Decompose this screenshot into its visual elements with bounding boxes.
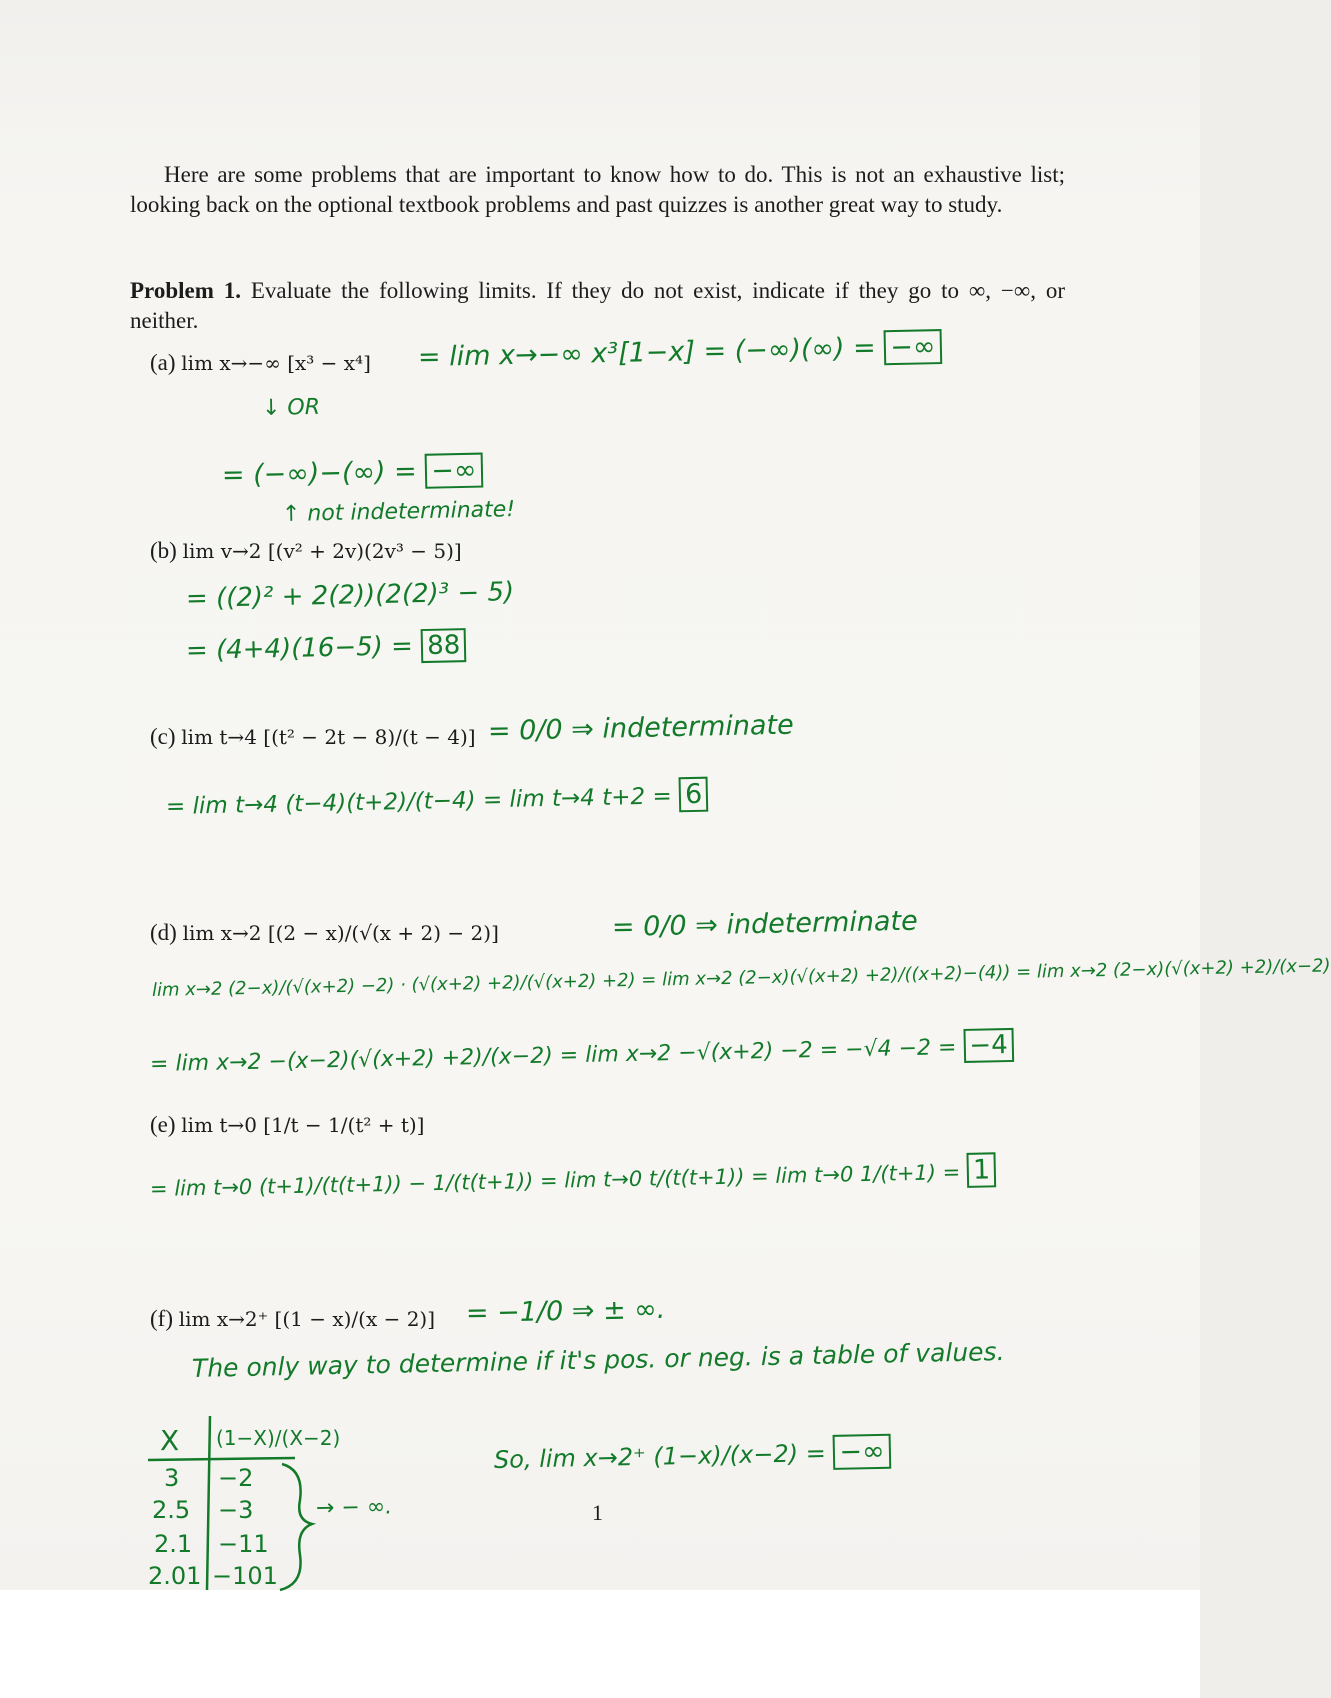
- part-e-answer: 1: [967, 1152, 997, 1188]
- part-c-work-line1: = 0/0 ⇒ indeterminate: [487, 709, 795, 747]
- table-row-3-x: 2.1: [154, 1530, 193, 1558]
- part-b-expression: lim v→2 [(v² + 2v)(2v³ − 5)]: [182, 539, 462, 563]
- table-header-rule: [148, 1458, 295, 1460]
- part-c-label: (c): [150, 724, 176, 749]
- part-a-answer1: −∞: [884, 329, 942, 365]
- part-c-expression: lim t→4 [(t² − 2t − 8)/(t − 4)]: [181, 725, 476, 749]
- table-column-rule: [207, 1416, 210, 1590]
- part-f-work-line2: The only way to determine if it's pos. or neg. is a table of values.: [191, 1336, 1005, 1383]
- table-brace: [280, 1464, 312, 1590]
- part-a-expression: lim x→−∞ [x³ − x⁴]: [181, 351, 371, 375]
- part-b-step: = (4+4)(16−5) =: [185, 631, 414, 666]
- part-b-label: (b): [150, 538, 177, 563]
- part-d-work-line1: = 0/0 ⇒ indeterminate: [611, 905, 919, 943]
- part-e-step: = lim t→0 (t+1)/(t(t+1)) − 1/(t(t+1)) = lim t→0 t/(t(t+1)) = lim t→0 1/(t+1) =: [149, 1160, 961, 1201]
- part-f-work-line1: = −1/0 ⇒ ± ∞.: [465, 1293, 666, 1329]
- table-row-4-x: 2.01: [148, 1562, 202, 1590]
- part-a-note: ↑ not indeterminate!: [281, 497, 516, 527]
- part-d-label: (d): [150, 920, 177, 945]
- part-a-label: (a): [150, 350, 176, 375]
- part-a-step2: = (−∞)−(∞) =: [221, 455, 418, 491]
- part-f-label: (f): [150, 1306, 173, 1331]
- part-f-answer: −∞: [833, 1434, 891, 1470]
- part-c-step: = lim t→4 (t−4)(t+2)/(t−4) = lim t→4 t+2 =: [165, 783, 673, 820]
- table-header-expression: (1−X)/(X−2): [216, 1426, 341, 1450]
- table-row-1-value: −2: [218, 1464, 254, 1492]
- table-row-3-value: −11: [218, 1530, 269, 1558]
- part-b-answer: 88: [421, 628, 467, 663]
- part-d-expression: lim x→2 [(2 − x)/(√(x + 2) − 2)]: [182, 921, 499, 945]
- problem-heading: Problem 1.: [130, 278, 241, 303]
- part-d-answer: −4: [963, 1028, 1014, 1063]
- problem-text: Evaluate the following limits. If they do not exist, indicate if they go to ∞, −∞, or neither.: [130, 278, 1065, 333]
- table-header-x: X: [160, 1424, 180, 1457]
- part-f-arrow: → − ∞.: [315, 1494, 393, 1521]
- part-a-step: = lim x→−∞ x³[1−x] = (−∞)(∞) =: [417, 332, 877, 373]
- part-d-work-line2: lim x→2 (2−x)/(√(x+2) −2) · (√(x+2) +2)/(√(x+2) +2) = lim x→2 (2−x)(√(x+2) +2)/((x+2)−(4)) = lim x→2 (2−x)(√(x+2) +2)/(x−2): [151, 955, 1331, 1001]
- part-f-step: So, lim x→2⁺ (1−x)/(x−2) =: [493, 1439, 827, 1474]
- table-row-2-x: 2.5: [152, 1496, 191, 1524]
- intro-paragraph: Here are some problems that are important to know how to do. This is not an exhaustive list; looking back on the optional textbook problems and past quizzes is another great way to study.: [130, 162, 1065, 217]
- part-b-work-line1: = ((2)² + 2(2))(2(2)³ − 5): [185, 577, 515, 614]
- page-number: 1: [592, 1500, 603, 1525]
- part-f-expression: lim x→2⁺ [(1 − x)/(x − 2)]: [178, 1307, 436, 1331]
- part-c-answer: 6: [679, 777, 709, 813]
- table-row-1-x: 3: [164, 1464, 180, 1492]
- part-e-expression: lim t→0 [1/t − 1/(t² + t)]: [181, 1113, 425, 1137]
- part-d-step: = lim x→2 −(x−2)(√(x+2) +2)/(x−2) = lim x→2 −√(x+2) −2 = −√4 −2 =: [149, 1035, 957, 1077]
- table-row-4-value: −101: [212, 1562, 278, 1590]
- part-e-label: (e): [150, 1112, 176, 1137]
- part-a-answer2: −∞: [425, 453, 483, 489]
- part-a-or: ↓ OR: [261, 394, 321, 421]
- table-row-2-value: −3: [218, 1496, 254, 1524]
